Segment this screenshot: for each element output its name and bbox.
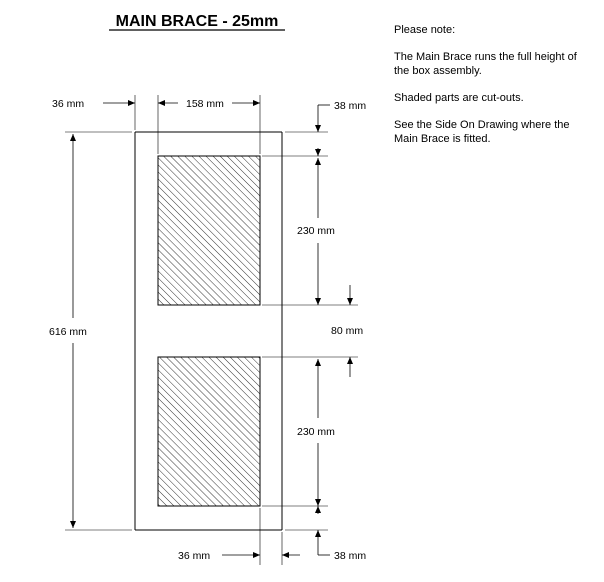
dim-cutout-width: 158 mm [186,98,224,110]
drawing-title: MAIN BRACE - 25mm [115,13,279,30]
dim-bottom-margin: 38 mm [334,550,367,562]
cutout-bottom [158,357,260,506]
note-line-3a: See the Side On Drawing where the [394,119,570,131]
dim-cutout-height-2: 230 mm [297,426,335,438]
dim-left-margin-bottom: 36 mm [178,550,211,562]
note-line-3b: Main Brace is fitted. [394,133,491,145]
notes-block [394,24,578,145]
dim-total-height: 616 mm [49,326,87,338]
dim-left-margin-top: 36 mm [52,98,85,110]
note-line-1a: The Main Brace runs the full height of [394,51,577,63]
notes-heading: Please note: [394,24,456,36]
dim-gap: 80 mm [331,325,364,337]
dim-cutout-height-1: 230 mm [297,225,335,237]
note-line-2: Shaded parts are cut-outs. [394,92,524,104]
dim-top-margin: 38 mm [334,100,367,112]
note-line-1b: the box assembly. [394,65,482,77]
cutout-top [158,156,260,305]
